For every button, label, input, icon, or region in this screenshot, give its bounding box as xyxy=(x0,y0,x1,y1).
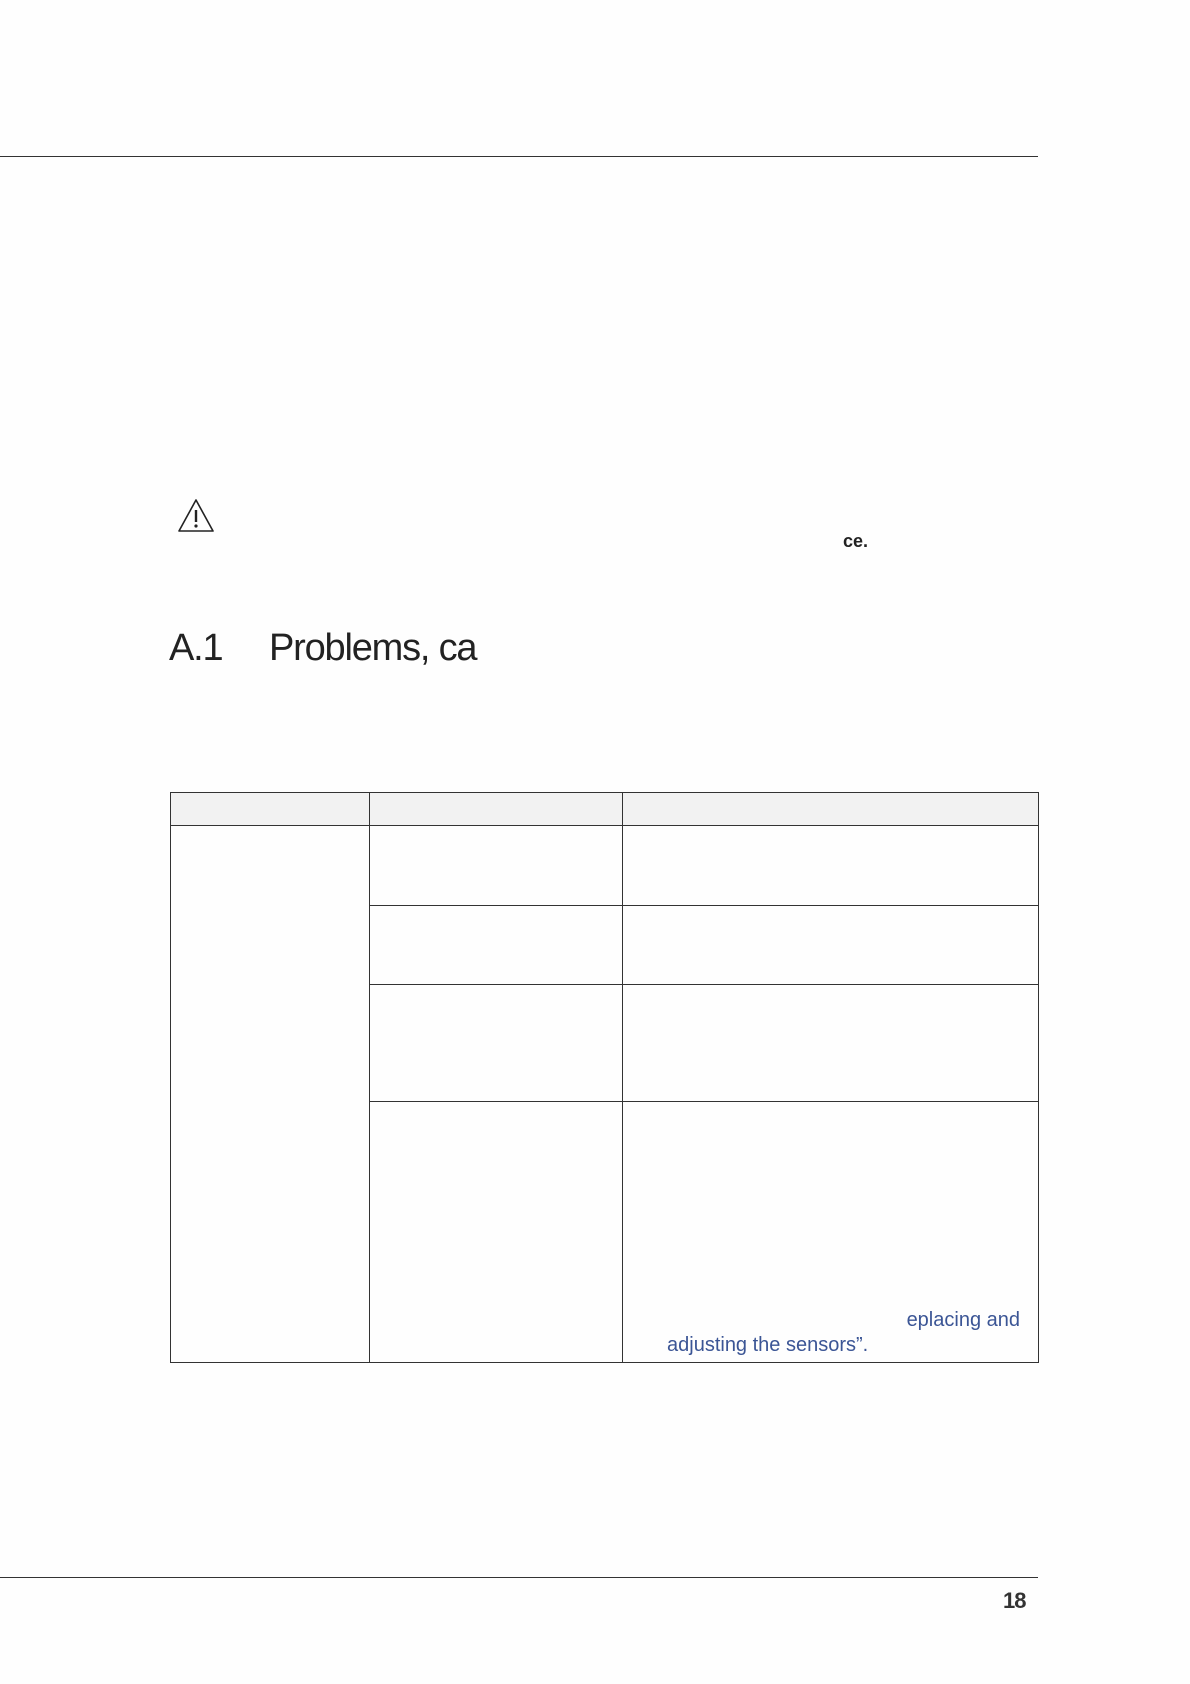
sensor-adjustment-link[interactable]: eplacing and xyxy=(906,1309,1020,1331)
troubleshooting-table xyxy=(170,792,1039,1363)
solution-cell xyxy=(623,826,1039,906)
warning-triangle-icon xyxy=(177,498,215,534)
section-heading xyxy=(169,627,476,670)
solution-cell xyxy=(623,985,1039,1102)
cause-cell xyxy=(370,826,623,906)
table-header-row xyxy=(171,793,1039,826)
cause-cell xyxy=(370,1102,623,1363)
solution-cell xyxy=(623,906,1039,985)
sensor-adjustment-link-continued[interactable]: adjusting the sensors”. xyxy=(667,1334,869,1356)
header-solution xyxy=(623,793,1039,826)
page-number: 18 xyxy=(1003,1588,1026,1613)
warning-text: ce. xyxy=(843,531,869,551)
section-title: Problems, ca xyxy=(269,627,477,669)
header-rule xyxy=(0,156,1038,157)
problem-cell xyxy=(171,826,370,1363)
header-problem xyxy=(171,793,370,826)
cause-cell xyxy=(370,985,623,1102)
footer-rule xyxy=(0,1577,1038,1578)
table-row xyxy=(171,826,1039,906)
section-number: A.1 xyxy=(169,627,223,669)
header-cause xyxy=(370,793,623,826)
solution-cell xyxy=(623,1102,1039,1363)
cause-cell xyxy=(370,906,623,985)
